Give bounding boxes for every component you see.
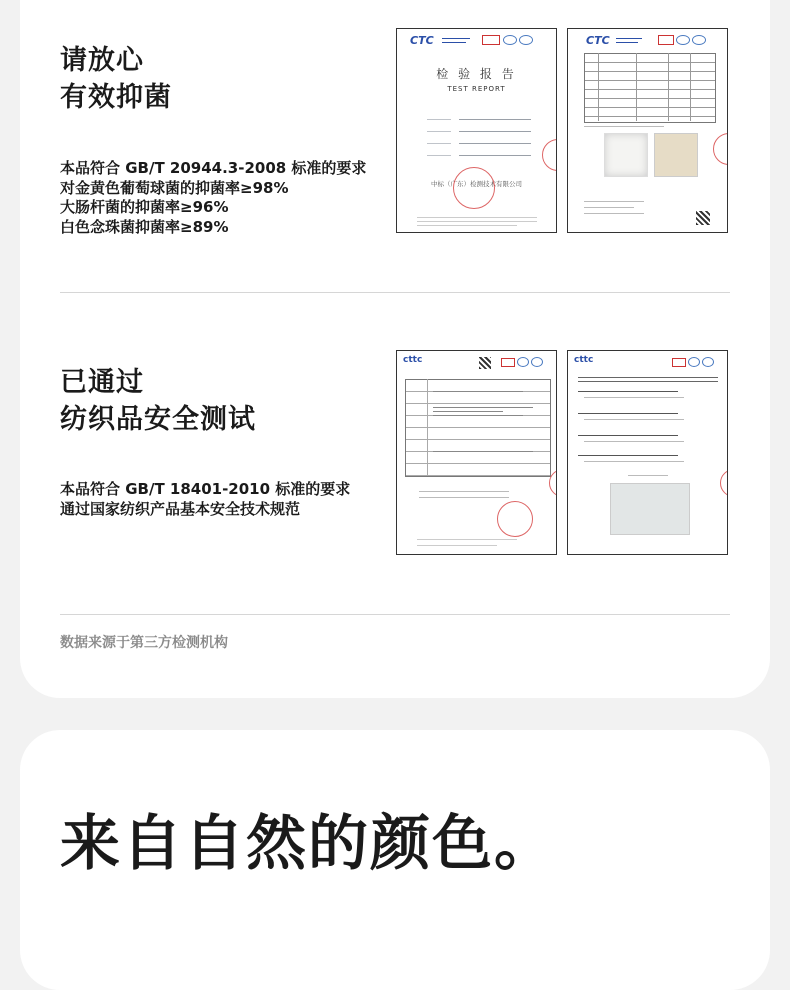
seal-stamp (720, 469, 728, 497)
heading-line: 请放心 (60, 45, 144, 76)
test-report-cover-image (396, 28, 557, 233)
section-divider (60, 292, 730, 293)
desc-line: 对金黄色葡萄球菌的抑菌率≥98% (60, 178, 289, 197)
natural-color-title: 来自自然的颜色。 (60, 809, 556, 879)
textile-report-page1-image (396, 350, 557, 555)
heading-line: 纺织品安全测试 (60, 404, 256, 435)
sample-photo (604, 133, 648, 177)
certification-card (20, 0, 770, 698)
seal-stamp (497, 501, 533, 537)
textile-safety-heading (60, 364, 256, 438)
textile-safety-section (60, 342, 730, 582)
antibacterial-description (60, 159, 366, 237)
desc-line: 通过国家纺织产品基本安全技术规范 (60, 499, 301, 518)
report-title-cn: 检 验 报 告 (436, 67, 517, 81)
cti-logo: CTC (586, 34, 610, 47)
data-source-note: 数据来源于第三方检测机构 (60, 635, 228, 651)
heading-line: 已通过 (60, 367, 144, 398)
test-report-results-image (567, 28, 728, 233)
seal-stamp (713, 133, 728, 165)
textile-report-page2-image (567, 350, 728, 555)
cti-logo: CTC (410, 34, 434, 47)
results-table (584, 53, 716, 123)
sample-photo (610, 483, 690, 535)
heading-line: 有效抑菌 (60, 82, 172, 113)
qr-code-icon (479, 357, 491, 369)
seal-stamp (453, 167, 495, 209)
antibacterial-heading (60, 42, 172, 116)
section-divider (60, 614, 730, 615)
desc-line: 本品符合 GB/T 20944.3-2008 标准的要求 (60, 159, 367, 177)
desc-line: 本品符合 GB/T 18401-2010 标准的要求 (60, 480, 351, 498)
desc-line: 白色念珠菌抑菌率≥89% (60, 217, 229, 236)
natural-color-card (20, 730, 770, 990)
issuer-name: 中标（广东）检测技术有限公司 (431, 180, 522, 188)
antibacterial-section (60, 20, 730, 280)
qr-code-icon (696, 211, 710, 225)
sample-photo (654, 133, 698, 177)
desc-line: 大肠杆菌的抑菌率≥96% (60, 198, 229, 216)
cttc-logo: cttc (403, 355, 423, 365)
textile-safety-description (60, 480, 350, 519)
cttc-logo: cttc (574, 355, 594, 365)
seal-stamp (542, 139, 557, 171)
report-title-en: TEST REPORT (447, 85, 506, 93)
